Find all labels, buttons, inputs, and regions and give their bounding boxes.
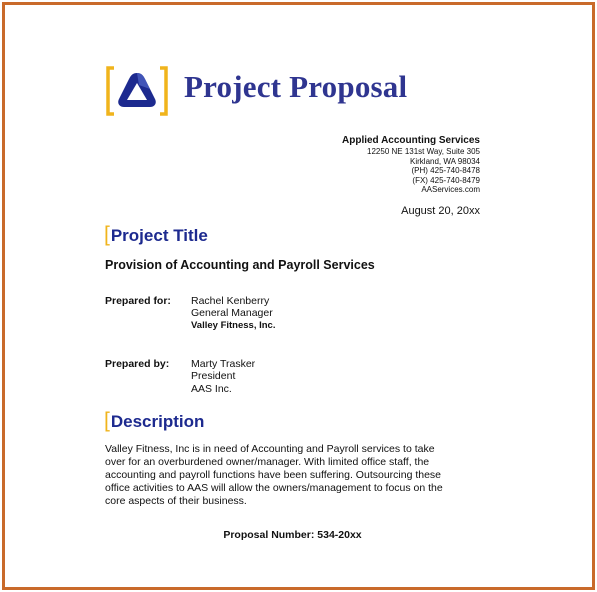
prepared-by-details	[191, 358, 255, 395]
heading-text: Description	[110, 412, 205, 431]
heading-text: Project Title	[110, 226, 208, 245]
prepared-for-name: Rachel Kenberry	[191, 295, 270, 307]
company-city: Kirkland, WA 98034	[410, 156, 480, 166]
company-fax: (FX) 425-740-8479	[412, 175, 480, 185]
project-title-heading	[104, 223, 208, 247]
company-street: 12250 NE 131st Way, Suite 305	[367, 147, 480, 156]
company-logo-icon	[106, 66, 168, 116]
prepared-by-name: Marty Trasker	[191, 358, 256, 370]
description-body	[105, 443, 480, 508]
description-line: Valley Fitness, Inc is in need of Accounting and Payroll services to take	[105, 443, 435, 455]
description-line: accounting and payroll functions have been suffering. Outsourcing these	[105, 469, 442, 481]
company-website: AAServices.com	[421, 185, 480, 195]
prepared-by-org: AAS Inc.	[191, 382, 232, 395]
description-heading	[104, 409, 204, 433]
prepared-by-label: Prepared by:	[105, 358, 170, 370]
company-address-block	[342, 135, 480, 195]
proposal-number: Proposal Number: 534-20xx	[223, 529, 362, 541]
company-phone: (PH) 425-740-8478	[411, 166, 480, 176]
prepared-for-org: Valley Fitness, Inc.	[191, 319, 276, 331]
heading-bracket: [	[104, 409, 110, 432]
proposal-date: August 20, 20xx	[401, 205, 480, 217]
prepared-by-role: President	[191, 370, 236, 383]
description-line: office activities to AAS will allow the owners/management to focus on the	[105, 482, 443, 494]
prepared-for-details	[191, 295, 275, 332]
company-name: Applied Accounting Services	[342, 135, 480, 146]
prepared-for-label: Prepared for:	[105, 295, 171, 307]
description-line: over for an overburdened owner/manager. With limited office staff, the	[105, 456, 430, 468]
project-title-text: Provision of Accounting and Payroll Services	[105, 258, 375, 272]
document-title: Project Proposal	[184, 69, 408, 104]
description-line: core aspects of their business.	[105, 495, 247, 507]
heading-bracket: [	[104, 223, 110, 246]
prepared-for-role: General Manager	[191, 307, 273, 320]
